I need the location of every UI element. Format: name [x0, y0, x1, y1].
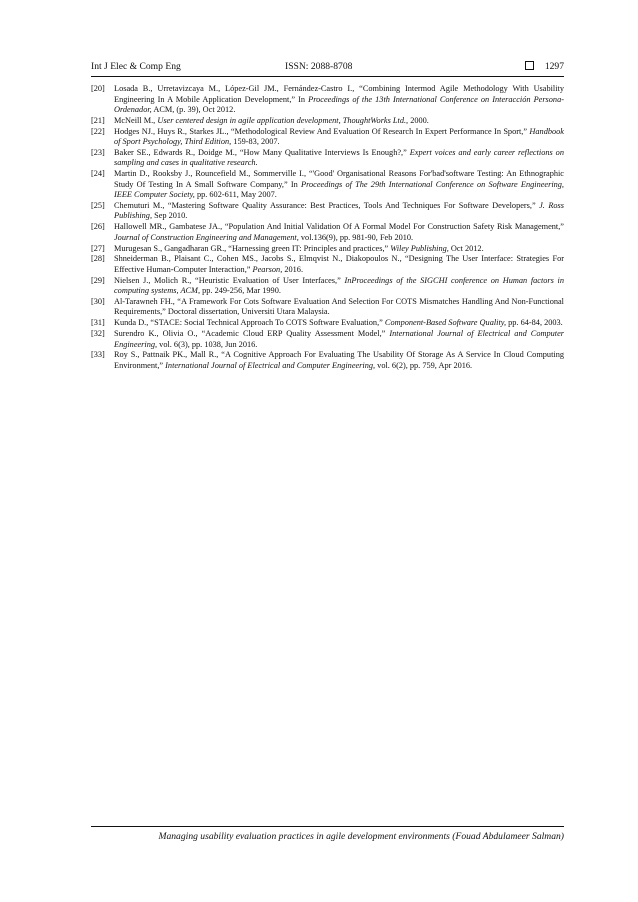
reference-text: Chemuturi M., “Mastering Software Quality Assurance: Best Practices, Tools And Techniques For Software Developers,” — [114, 200, 540, 210]
reference-source: Pearson, — [252, 264, 283, 274]
reference-details: pp. 249-256, Mar 1990. — [200, 286, 281, 296]
reference-list — [91, 84, 564, 372]
reference-details: ACM, (p. 39), Oct 2012. — [151, 105, 236, 114]
reference-number: [26] — [91, 222, 105, 232]
reference-number: [27] — [91, 243, 105, 253]
reference-details: pp. 602-611, May 2007. — [194, 190, 277, 200]
reference-source: Component-Based Software Quality, — [384, 318, 507, 328]
reference-number: [25] — [91, 200, 105, 210]
reference-details: pp. 64-84, 2003. — [506, 318, 563, 328]
reference-number: [21] — [91, 115, 105, 125]
reference-text: Nielsen J., Molich R., “Heuristic Evaluation of User Interfaces,” — [114, 275, 345, 285]
reference-text: Roy S., Pattnaik PK., Mall R., “A Cognitive Approach For Evaluating The Usability Of Storage As A Service In Cloud Computing Environment,” — [114, 350, 564, 370]
reference-source: User centered design in agile application development, ThoughtWorks Ltd., — [157, 115, 409, 125]
reference-item — [91, 318, 564, 329]
reference-number: [28] — [91, 254, 105, 264]
reference-details: 2016. — [282, 264, 304, 274]
reference-details: Sep 2010. — [152, 211, 188, 221]
reference-text: Hodges NJ., Huys R., Starkes JL., “Methodological Review And Evaluation Of Research In Expert Performance In Sport,” — [114, 126, 530, 136]
reference-item — [91, 222, 564, 243]
issn: ISSN: 2088-8708 — [285, 61, 353, 72]
reference-text: Baker SE., Edwards R., Doidge M., “How Many Qualitative Interviews Is Enough?,” — [114, 147, 410, 157]
reference-details: 2000. — [408, 115, 429, 125]
reference-item — [91, 116, 564, 127]
reference-number: [24] — [91, 169, 105, 179]
reference-text: Al-Tarawneh FH., “A Framework For Cots Software Evaluation And Selection For COTS Mismatches Handling And Non-Functional Requirements,” Doctoral dissertation, Universiti Utara Malaysia. — [114, 296, 564, 317]
reference-details: Oct 2012. — [448, 243, 484, 253]
reference-source: Proceedings of The 29th International Conference on Software Engineering, IEEE Computer Society, — [114, 179, 564, 200]
reference-item — [91, 84, 564, 116]
reference-details: vol. 6(3), pp. 1038, Jun 2016. — [157, 339, 258, 349]
journal-name: Int J Elec & Comp Eng — [91, 61, 181, 72]
reference-number: [32] — [91, 329, 105, 339]
reference-details: vol.136(9), pp. 981-90, Feb 2010. — [298, 232, 414, 242]
reference-item — [91, 297, 564, 318]
reference-number: [20] — [91, 84, 105, 93]
reference-number: [30] — [91, 296, 105, 306]
reference-source: Journal of Construction Engineering and Management, — [114, 232, 299, 242]
reference-item — [91, 127, 564, 148]
reference-number: [29] — [91, 275, 105, 285]
reference-item — [91, 350, 564, 371]
reference-text: Surendro K., Olivia O., “Academic Cloud ERP Quality Assessment Model,” — [114, 329, 390, 339]
checkbox-square-icon — [525, 61, 534, 70]
reference-source: InProceedings of the SIGCHI conference on Human factors in computing systems, ACM, — [114, 275, 564, 296]
reference-text: McNeill M., — [114, 115, 158, 125]
running-header — [91, 60, 564, 76]
reference-text: Shneiderman B., Plaisant C., Cohen MS., Jacobs S., Elmqvist N., Diakopoulos N., “Designing The User Interface: Strategies For Effective Human-Computer Interaction,” — [114, 254, 564, 274]
reference-source: J. Ross Publishing, — [114, 200, 565, 221]
page-number: 1297 — [544, 61, 564, 72]
reference-details: vol. 6(2), pp. 759, Apr 2016. — [375, 360, 473, 370]
reference-number: [31] — [91, 318, 105, 328]
reference-item — [91, 244, 564, 255]
running-footer: Managing usability evaluation practices in agile development environments (Fouad Abdulameer Salman) — [158, 831, 564, 842]
reference-text: Losada B., Urretavizcaya M., López-Gil JM., Fernández-Castro I., “Combining Intermod Agile Methodology With Usability Engineering In A Mobile Application Development,” In — [114, 84, 564, 104]
reference-text: Hallowell MR., Gambatese JA., “Population And Initial Validation Of A Formal Model For Construction Safety Risk Management,” — [114, 222, 564, 232]
reference-text: Murugesan S., Gangadharan GR., “Harnessing green IT: Principles and practices,” — [114, 243, 391, 253]
reference-number: [33] — [91, 350, 105, 360]
reference-text: Kunda D., “STACE: Social Technical Approach To COTS Software Evaluation,” — [114, 318, 385, 328]
reference-source: International Journal of Electrical and Computer Engineering, — [165, 360, 376, 370]
reference-text: Martin D., Rooksby J., Rouncefield M., Sommerville I., “'Good' Organisational Reasons For'bad'software Testing: An Ethnographic Study Of Testing In A Small Software Company,” In — [114, 169, 564, 189]
header-right — [525, 60, 564, 74]
footer-divider — [91, 826, 564, 827]
reference-source: Expert voices and early career reflections on sampling and cases in qualitative research. — [114, 147, 564, 168]
reference-source: Proceedings of the 13th International Conference on Interacción Persona-Ordenador, — [114, 94, 564, 114]
reference-item — [91, 169, 564, 201]
reference-item — [91, 276, 564, 297]
reference-number: [23] — [91, 147, 105, 157]
reference-source: International Journal of Electrical and Computer Engineering, — [114, 329, 564, 349]
reference-item — [91, 201, 564, 222]
reference-source: Handbook of Sport Psychology, Third Edition, — [114, 126, 564, 147]
reference-item — [91, 329, 564, 350]
reference-item — [91, 254, 564, 275]
header-divider — [91, 76, 564, 77]
reference-number: [22] — [91, 126, 105, 136]
reference-details: 159-83, 2007. — [231, 137, 280, 147]
reference-item — [91, 148, 564, 169]
reference-source: Wiley Publishing, — [390, 243, 449, 253]
